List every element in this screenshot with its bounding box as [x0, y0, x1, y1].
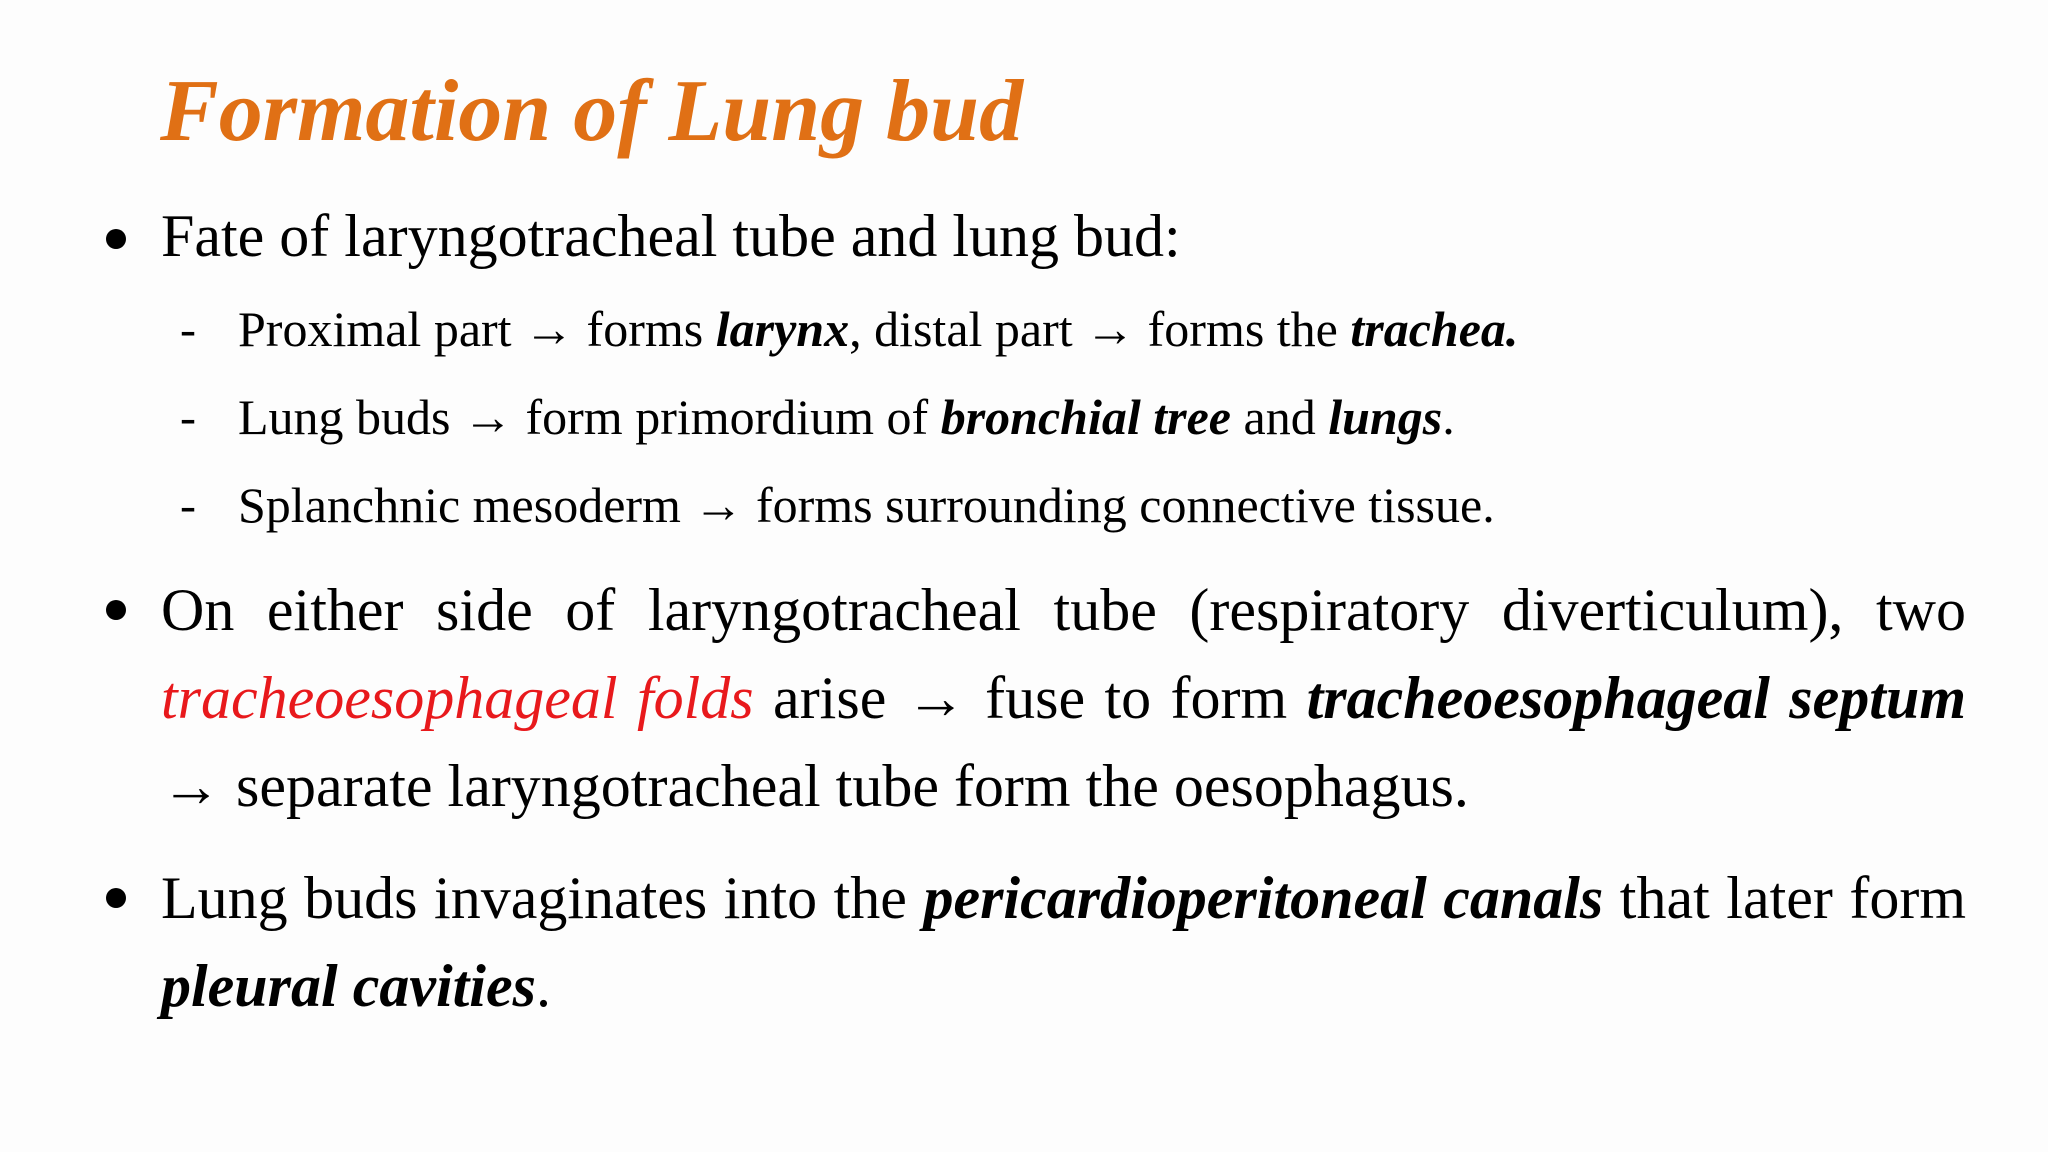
term-lungs: lungs: [1328, 389, 1443, 445]
bullet-3-text-e: .: [535, 953, 551, 1019]
bullet-1-text: Fate of laryngotracheal tube and lung bud:: [161, 203, 1181, 269]
sub-item-1-text-c: , distal part → forms the: [849, 301, 1351, 357]
bullet-dot: [106, 888, 126, 908]
slide-title: Formation of Lung bud: [160, 63, 1024, 160]
sub-item-2: [238, 385, 1455, 449]
bullet-2-text-c: arise → fuse to form: [753, 665, 1307, 731]
sub-item-2-text-e: .: [1442, 389, 1455, 445]
sub-item-1-text-a: Proximal part → forms: [238, 301, 716, 357]
bullet-3-text-c: that later form: [1603, 865, 1966, 931]
bullet-2-text: [161, 566, 1966, 830]
bullet-2-text-e: → separate laryngotracheal tube form the oesophagus.: [161, 753, 1469, 819]
bullet-2-text-a: On either side of laryngotracheal tube (respiratory diverticulum), two: [161, 577, 1966, 643]
sub-item-1: [238, 297, 1518, 361]
term-larynx: larynx: [715, 301, 850, 357]
term-trachea: trachea.: [1350, 301, 1519, 357]
bullet-3-text: [161, 854, 1966, 1030]
term-bronchial-tree: bronchial tree: [940, 389, 1232, 445]
term-pericardioperitoneal-canals: pericardioperitoneal canals: [923, 865, 1604, 931]
term-pleural-cavities: pleural cavities: [161, 953, 536, 1019]
sub-item-2-text-a: Lung buds → form primordium of: [238, 389, 941, 445]
sub-item-3: [238, 473, 1495, 537]
dash-marker: -: [180, 479, 196, 532]
dash-marker: -: [180, 303, 196, 356]
bullet-3-text-a: Lung buds invaginates into the: [161, 865, 924, 931]
sub-item-3-text-a: Splanchnic mesoderm → forms surrounding connective tissue.: [238, 477, 1495, 533]
dash-marker: -: [180, 391, 196, 444]
term-tracheoesophageal-folds: tracheoesophageal folds: [161, 665, 754, 731]
bullet-dot: [106, 600, 126, 620]
term-tracheoesophageal-septum: tracheoesophageal septum: [1306, 665, 1966, 731]
bullet-dot: [106, 229, 126, 249]
sub-item-2-text-c: and: [1231, 389, 1329, 445]
